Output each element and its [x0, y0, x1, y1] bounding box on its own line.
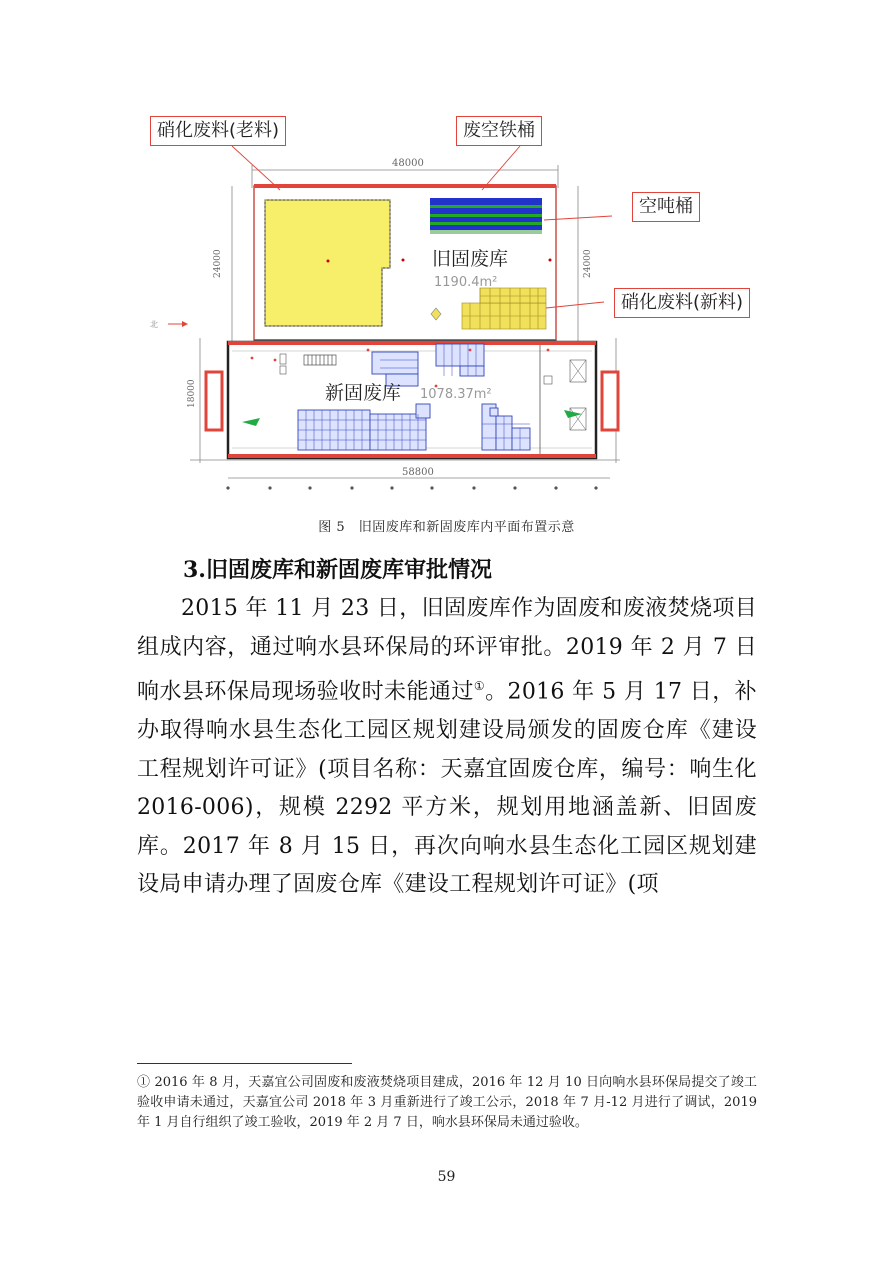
- west-door: [206, 372, 222, 430]
- dim-top-width: 48000: [392, 158, 424, 169]
- callout-empty-iron-drum: 废空铁桶: [456, 116, 542, 146]
- dim-new-height: 18000: [187, 379, 197, 408]
- footnote-divider: [137, 1063, 352, 1064]
- paragraph-part-1: 2015 年 11 月 23 日，旧固废库作为固废和废液焚烧项目组成内容，通过响水县环保局的环评审批。2019 年 2 月 7 日响水县环保局现场验收时未能通过: [137, 596, 757, 705]
- new-warehouse-label: 新固废库: [325, 382, 402, 404]
- empty-iron-drum-stack: [430, 198, 542, 234]
- old-warehouse-area: 1190.4m²: [434, 275, 498, 290]
- callout-nitro-new: 硝化废料(新料): [614, 288, 750, 318]
- dim-bottom-width: 58800: [402, 467, 434, 478]
- dim-left-height: 24000: [213, 249, 223, 278]
- callout-nitro-old: 硝化废料(老料): [150, 116, 286, 146]
- body-paragraph: [137, 590, 757, 905]
- section-heading: 3.旧固废库和新固废库审批情况: [183, 557, 492, 583]
- north-arrow-label: 北: [150, 320, 158, 329]
- figure-caption: 图 5 旧固废库和新固废库内平面布置示意: [318, 520, 575, 535]
- paragraph-part-2: 。2016 年 5 月 17 日，补办取得响水县生态化工园区规划建设局颁发的固废仓库《建设工程规划许可证》(项目名称：天嘉宜固废仓库，编号：响生化 2016-006)，规模 2292 平方米，规划用地涵盖新、旧固废库。2017 年 8 月 15 日，再次向响水县生态化工园区规划建设局申请办理了固废仓库《建设工程规划许可证》(项: [137, 679, 757, 898]
- page-number: 59: [437, 1169, 456, 1185]
- callout-empty-ton-drum: 空吨桶: [632, 192, 700, 222]
- dim-right-height: 24000: [583, 249, 593, 278]
- footnote-reference[interactable]: ①: [473, 679, 486, 694]
- footnote: ① 2016 年 8 月，天嘉宜公司固废和废液焚烧项目建成，2016 年 12 月 10 日向响水县环保局提交了竣工验收申请未通过，天嘉宜公司 2018 年 3 月重新进行了竣工公示，2018 年 7 月-12 月进行了调试，2019 年 1 月自行组织了竣工验收，2019 年 2 月 7 日，响水县环保局未通过验收。: [137, 1075, 757, 1130]
- old-nitro-storage-area: [265, 200, 390, 326]
- old-warehouse-label: 旧固废库: [432, 248, 509, 270]
- floor-plan-figure: [140, 108, 760, 508]
- new-warehouse-area: 1078.37m²: [420, 387, 492, 402]
- east-door: [602, 372, 618, 430]
